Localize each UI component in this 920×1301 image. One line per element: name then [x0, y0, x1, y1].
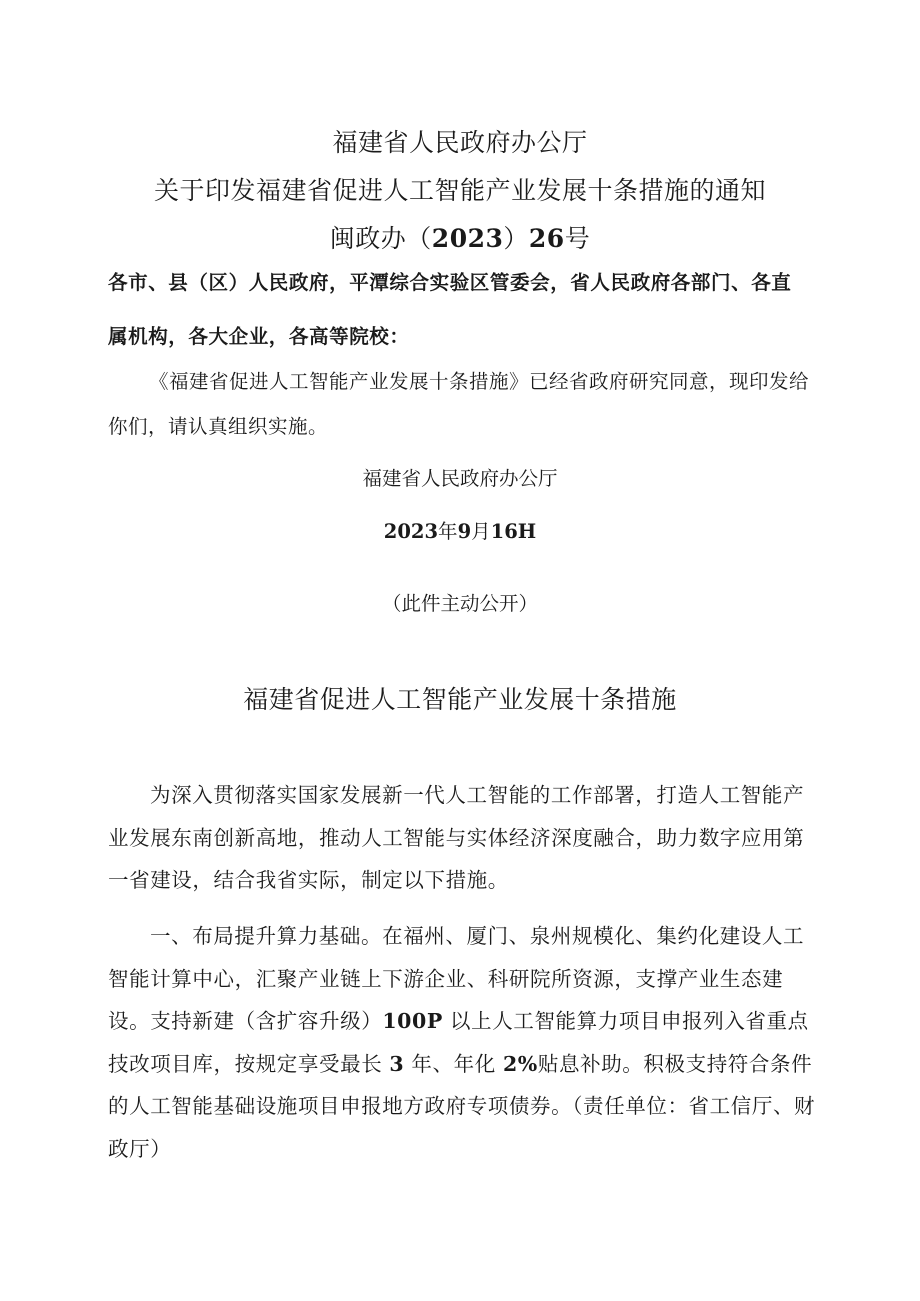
- doc-number-mid: ）: [503, 224, 529, 253]
- measure-item-1: [108, 915, 824, 1170]
- date-month: 9: [457, 520, 472, 543]
- recipients: 各市、县（区）人民政府，平潭综合实验区管委会，省人民政府各部门、各直属机构，各大企业，各高等院校：: [108, 271, 792, 348]
- measures-title: 福建省促进人工智能产业发展十条措施: [243, 685, 677, 714]
- item1-text-1: 一、布局提升算力基础。在福州、厦门、泉州规模化、集约化建设人工智能计算中心，汇聚产业链上下游企业、科研院所资源，支撑产业生态建设。支持新建（含扩容升级）: [108, 924, 805, 1033]
- date-year-unit: 年: [438, 520, 458, 543]
- item1-bold-2: 3: [389, 1051, 405, 1076]
- date-year: 2023: [383, 520, 439, 543]
- date-day: 16H: [490, 520, 537, 543]
- item1-bold-3: 2%: [502, 1051, 538, 1076]
- issuing-office-heading: 福建省人民政府办公厅: [332, 128, 588, 157]
- notice-title: 关于印发福建省促进人工智能产业发展十条措施的通知: [153, 176, 766, 205]
- doc-number-prefix: 闽政办（: [329, 224, 432, 253]
- measures-intro: 为深入贯彻落实国家发展新一代人工智能的工作部署，打造人工智能产业发展东南创新高地，推动人工智能与实体经济深度融合，助力数字应用第一省建设，结合我省实际，制定以下措施。: [108, 783, 805, 892]
- date-month-unit: 月: [471, 520, 491, 543]
- signature-date: [0, 516, 920, 544]
- doc-number-year: 2023: [431, 224, 504, 253]
- item1-text-4: 贴息补助。积极支持符合条件的人工智能基础设施项目申报地方政府专项债券。（责任单位：省工信厅、财政厅）: [108, 1051, 816, 1161]
- notice-body: 《福建省促进人工智能产业发展十条措施》已经省政府研究同意，现印发给你们，请认真组织实施。: [108, 370, 810, 438]
- signature-issuer: 福建省人民政府办公厅: [362, 467, 558, 490]
- item1-text-2: 以上人工智能算力项目申报列入省重点技改项目库，按规定享受最长: [108, 1009, 809, 1076]
- doc-number-suffix: 号: [564, 224, 591, 253]
- item1-text-3: 年、年化: [404, 1051, 503, 1076]
- item1-bold-1: 100P: [382, 1009, 443, 1033]
- doc-number-num: 26: [528, 224, 565, 253]
- document-number: [0, 219, 920, 255]
- disclosure-note: （此件主动公开）: [381, 592, 538, 615]
